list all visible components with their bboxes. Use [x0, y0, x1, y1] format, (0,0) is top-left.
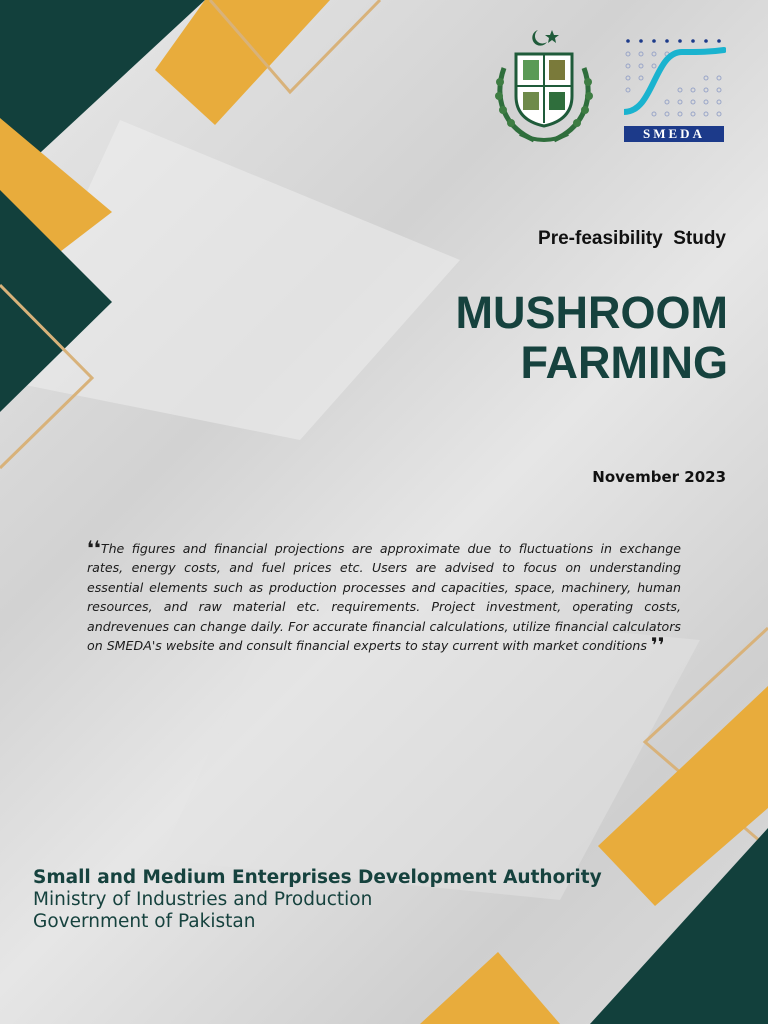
open-quote-icon: ❛❛ [87, 536, 101, 560]
ministry-name: Ministry of Industries and Production [33, 889, 373, 910]
smeda-logo-text: SMEDA [624, 126, 724, 142]
disclaimer-text: The figures and financial projections are approximate due to fluctuations in exchange rates, energy costs, and fuel prices etc. Users are advised to focus on understanding essential elements such as production processes and capacities, space, machinery, human resources, and raw material etc. requirements. Project investment, operating costs, andrevenues can change daily. For accurate financial calculations, utilize financial calculators on SMEDA's website and consult financial experts to stay current with market conditions [87, 541, 681, 654]
report-title-line2: FARMING [520, 337, 728, 388]
government-name: Government of Pakistan [33, 911, 256, 932]
disclaimer-note [87, 536, 681, 658]
close-quote-icon: ❜❜ [650, 633, 665, 658]
report-title-line1: MUSHROOM [455, 287, 728, 338]
organization-name: Small and Medium Enterprises Development Authority [33, 867, 602, 888]
pakistan-emblem-icon [486, 26, 602, 150]
organization-block [33, 866, 602, 933]
report-date: November 2023 [592, 468, 726, 486]
report-title [456, 288, 728, 388]
report-subtitle: Pre-feasibility Study [538, 228, 726, 249]
smeda-logo-icon [624, 38, 726, 126]
smeda-logo [624, 38, 726, 142]
